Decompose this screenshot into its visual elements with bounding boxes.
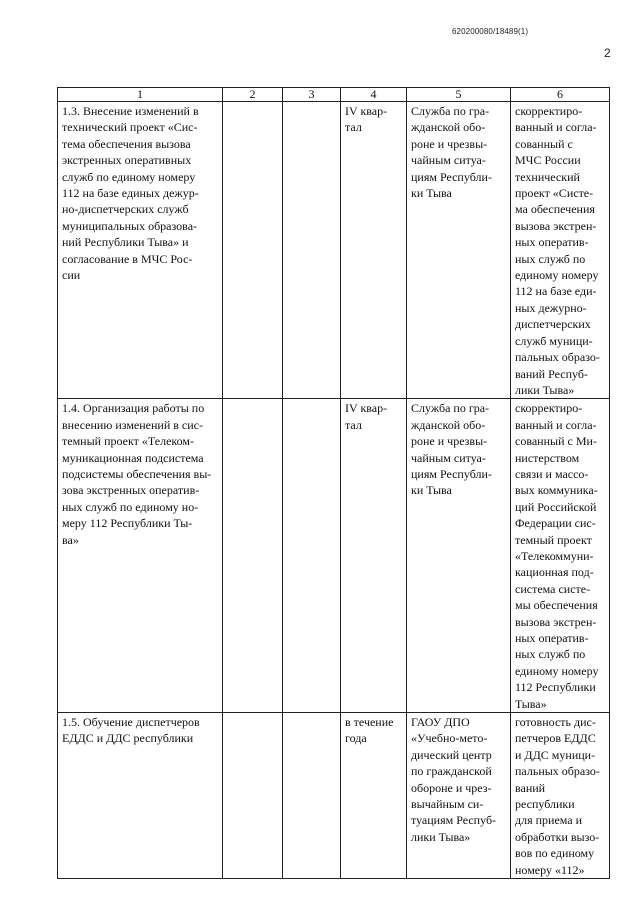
column-header: 4 bbox=[341, 88, 407, 102]
column-3-cell bbox=[283, 713, 341, 879]
table-row bbox=[58, 102, 610, 399]
table-row bbox=[58, 399, 610, 713]
result-cell: готовность дис- петчеров ЕДДС и ДДС муници- пальных образо- ваний республики для приема и обработки вызо- вов по единому номеру «112» bbox=[511, 713, 610, 879]
responsible-cell: Служба по гра- жданской обо- роне и чрезвы- чайным ситуа- циям Республи- ки Тыва bbox=[407, 102, 511, 399]
column-header: 2 bbox=[223, 88, 283, 102]
column-3-cell bbox=[283, 102, 341, 399]
result-cell: скорректиро- ванный и согла- сованный с Ми- нистерством связи и массо- вых коммуника- ций Российской Федерации сис- темный проект «Телекоммуни- кационная под- система систе- мы обеспечения вызова экстрен- ных оператив- ных служб по единому номеру 112 Республики Тыва» bbox=[511, 399, 610, 713]
activity-cell: 1.3. Внесение изменений в технический проект «Сис- тема обеспечения вызова экстренных оперативных служб по единому номеру 112 на базе единых дежур- но-диспетчерских служб муниципальных образова- ний Республики Тыва» и согласование в МЧС Рос- сии bbox=[58, 102, 223, 399]
activity-cell: 1.4. Организация работы по внесению изменений в сис- темный проект «Телеком- муникационная подсистема подсистемы обеспечения вы- зова экстренных оператив- ных служб по единому но- меру 112 Республики Ты- ва» bbox=[58, 399, 223, 713]
column-3-cell bbox=[283, 399, 341, 713]
table-header-row bbox=[58, 88, 610, 102]
deadline-cell: в течение года bbox=[341, 713, 407, 879]
table-row bbox=[58, 713, 610, 879]
column-2-cell bbox=[223, 102, 283, 399]
document-id: 620200080/18489(1) bbox=[452, 27, 529, 36]
column-header: 6 bbox=[511, 88, 610, 102]
column-2-cell bbox=[223, 713, 283, 879]
deadline-cell: IV квар- тал bbox=[341, 399, 407, 713]
column-header: 5 bbox=[407, 88, 511, 102]
column-header: 1 bbox=[58, 88, 223, 102]
result-cell: скорректиро- ванный и согла- сованный с МЧС России технический проект «Систе- ма обеспечения вызова экстрен- ных оператив- ных служб по единому номеру 112 на базе еди- ных дежурно- диспетчерских служб муници- пальных образо- ваний Респуб- лики Тыва» bbox=[511, 102, 610, 399]
activity-cell: 1.5. Обучение диспетчеров ЕДДС и ДДС республики bbox=[58, 713, 223, 879]
column-header: 3 bbox=[283, 88, 341, 102]
responsible-cell: ГАОУ ДПО «Учебно-мето- дический центр по гражданской обороне и чрез- вычайным си- туациям Респуб- лики Тыва» bbox=[407, 713, 511, 879]
responsible-cell: Служба по гра- жданской обо- роне и чрезвы- чайным ситуа- циям Республи- ки Тыва bbox=[407, 399, 511, 713]
plan-table bbox=[57, 87, 610, 879]
column-2-cell bbox=[223, 399, 283, 713]
page-number: 2 bbox=[604, 46, 611, 60]
deadline-cell: IV квар- тал bbox=[341, 102, 407, 399]
